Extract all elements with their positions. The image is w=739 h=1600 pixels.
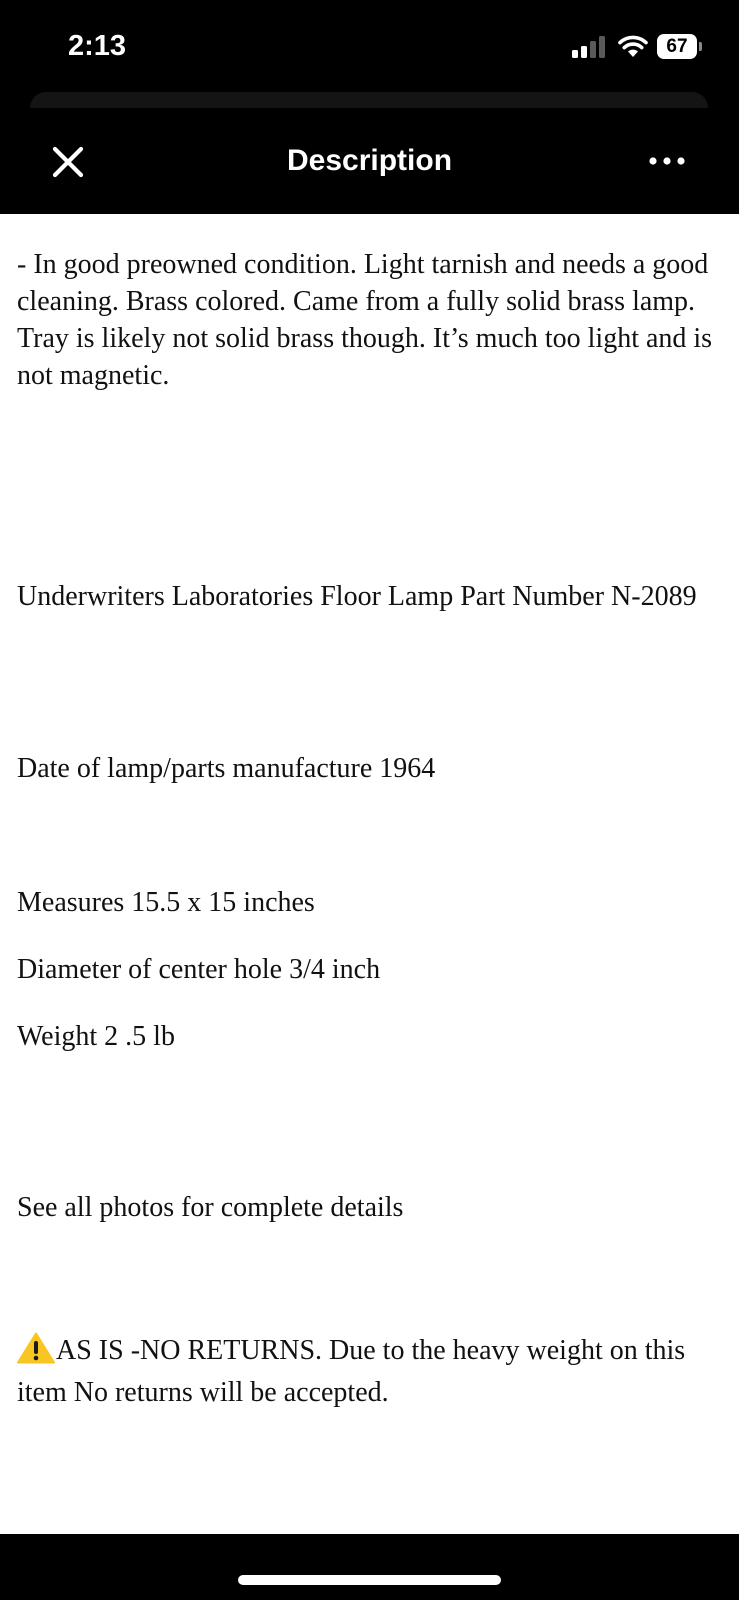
status-bar bbox=[0, 0, 739, 92]
manufacture-date-text: Date of lamp/parts manufacture 1964 bbox=[17, 753, 436, 784]
more-options-icon[interactable] bbox=[640, 144, 694, 178]
condition-text: - In good preowned condition. Light tarnish and needs a good cleaning. Brass colored. Came from a fully solid brass lamp. Tray is likely not solid brass though. It’s much too light and is not magnetic. bbox=[17, 249, 713, 391]
home-indicator[interactable] bbox=[238, 1575, 501, 1585]
diameter-text: Diameter of center hole 3/4 inch bbox=[17, 954, 381, 985]
home-indicator-area bbox=[0, 1534, 739, 1600]
measures-text: Measures 15.5 x 15 inches bbox=[17, 887, 315, 918]
battery-level: 67 bbox=[657, 34, 697, 59]
cellular-signal-icon bbox=[572, 36, 606, 58]
sheet-top-edge bbox=[30, 92, 708, 108]
page-title: Description bbox=[286, 144, 453, 177]
wifi-icon bbox=[618, 34, 648, 58]
photos-note-text: See all photos for complete details bbox=[17, 1192, 404, 1223]
warning-icon bbox=[17, 1332, 55, 1364]
part-number-text: Underwriters Laboratories Floor Lamp Part Number N-2089 bbox=[17, 581, 697, 612]
battery-icon bbox=[657, 34, 703, 59]
battery-cap bbox=[699, 42, 702, 51]
weight-text: Weight 2 .5 lb bbox=[17, 1021, 175, 1052]
header-bar bbox=[0, 92, 739, 214]
warning-paragraph bbox=[17, 1330, 722, 1414]
status-time: 2:13 bbox=[68, 30, 127, 62]
warning-text: AS IS -NO RETURNS. Due to the heavy weight on this item No returns will be accepted. bbox=[17, 1335, 686, 1408]
